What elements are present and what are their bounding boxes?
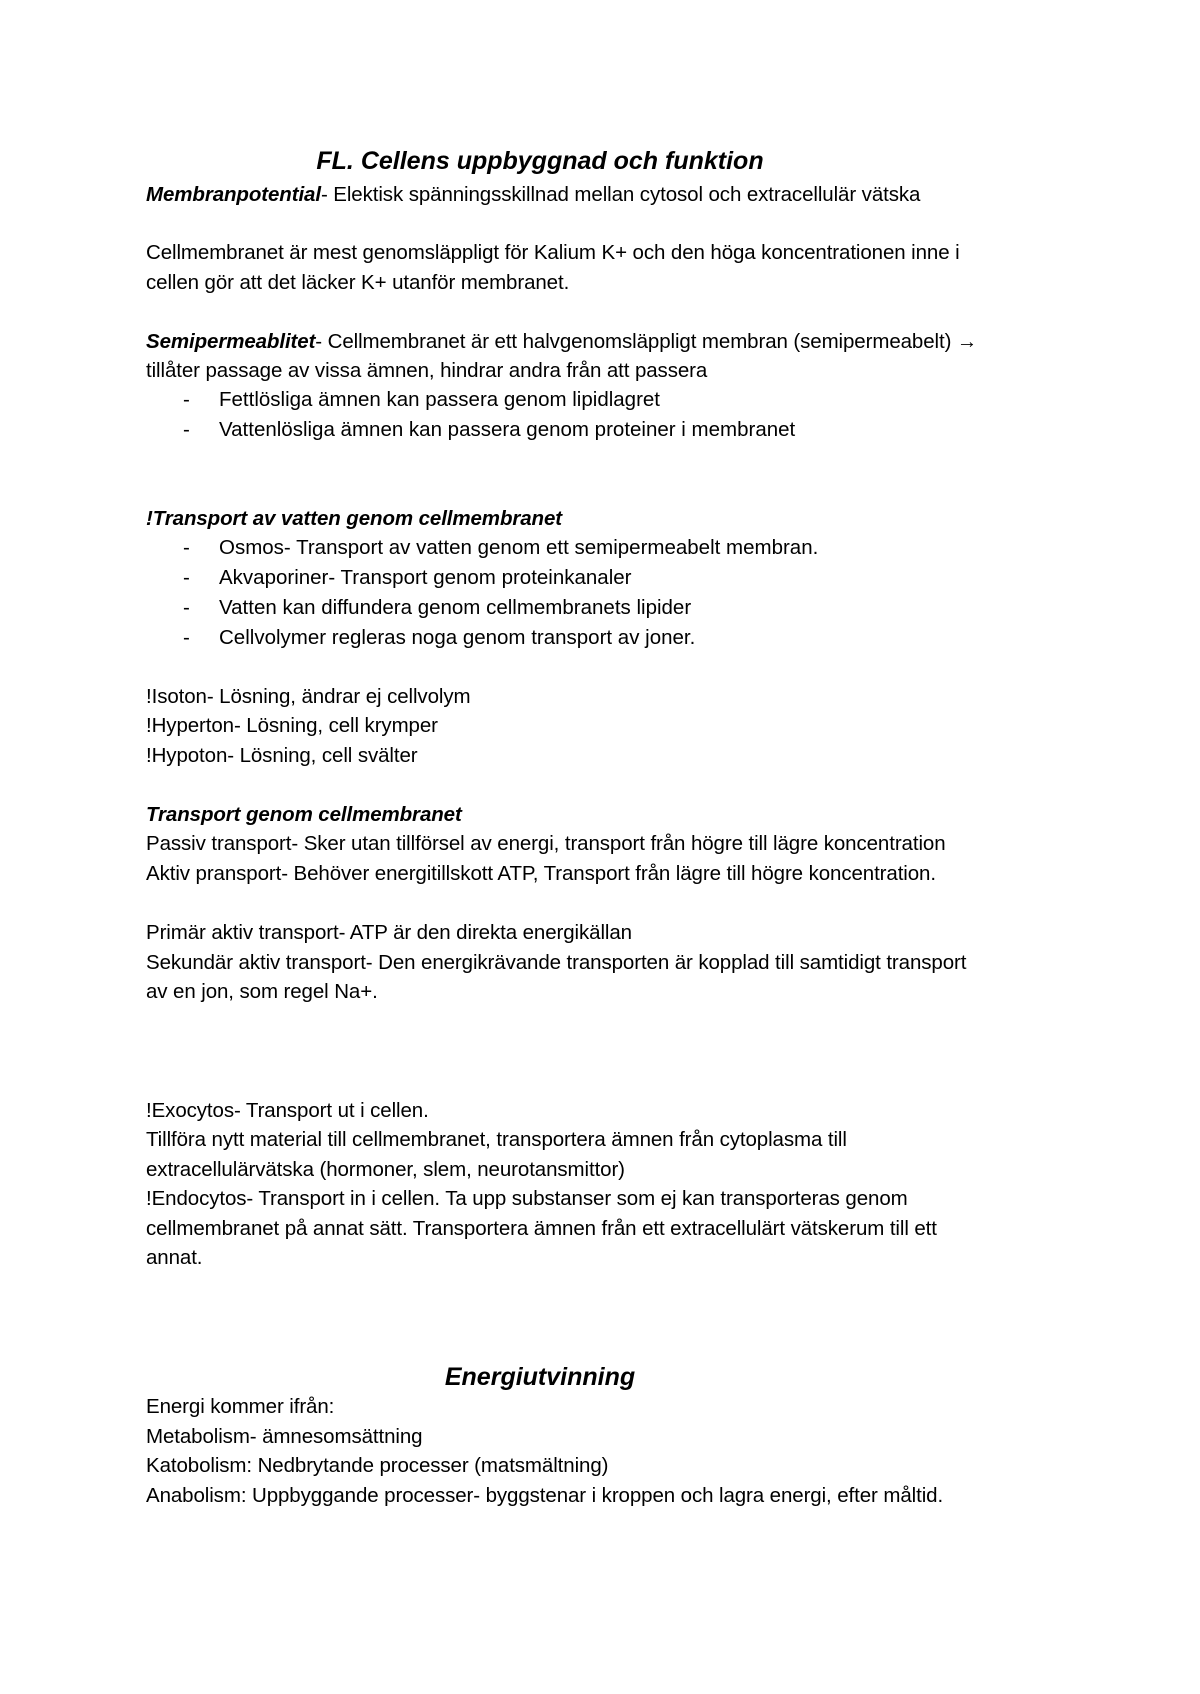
list-item: Akvaporiner- Transport genom proteinkanaler xyxy=(219,566,632,589)
list-item: Cellvolymer regleras noga genom transport av joner. xyxy=(219,626,696,649)
document-title: FL. Cellens uppbyggnad och funktion xyxy=(316,147,764,175)
exocytos-desc-line-1: Tillföra nytt material till cellmembranet, transportera ämnen från cytoplasma till xyxy=(146,1128,847,1151)
katobolism-line: Katobolism: Nedbrytande processer (matsmältning) xyxy=(146,1454,609,1477)
semipermeabilitet-line-2: tillåter passage av vissa ämnen, hindrar andra från att passera xyxy=(146,359,708,382)
list-item: Osmos- Transport av vatten genom ett semipermeabelt membran. xyxy=(219,536,819,559)
exocytos-line: !Exocytos- Transport ut i cellen. xyxy=(146,1099,429,1122)
aktiv-transport-line: Aktiv pransport- Behöver energitillskott ATP, Transport från lägre till högre koncentration. xyxy=(146,862,936,885)
energi-heading: Energiutvinning xyxy=(444,1363,636,1391)
list-dash: - xyxy=(183,626,190,649)
transport-cellmembran-heading: Transport genom cellmembranet xyxy=(146,803,462,826)
kalium-line-1: Cellmembranet är mest genomsläppligt för Kalium K+ och den höga koncentrationen inne i xyxy=(146,241,960,264)
list-dash: - xyxy=(183,388,190,411)
list-item: Vattenlösliga ämnen kan passera genom proteiner i membranet xyxy=(219,418,796,441)
list-item: Vatten kan diffundera genom cellmembranets lipider xyxy=(219,596,692,619)
energi-line: Energi kommer ifrån: xyxy=(146,1395,335,1418)
hyperton-line: !Hyperton- Lösning, cell krymper xyxy=(146,714,438,737)
semipermeabilitet-text: - Cellmembranet är ett halvgenomsläppligt membran (semipermeabelt) → xyxy=(315,330,978,353)
list-dash: - xyxy=(183,566,190,589)
kalium-line-2: cellen gör att det läcker K+ utanför membranet. xyxy=(146,271,570,294)
anabolism-line: Anabolism: Uppbyggande processer- byggstenar i kroppen och lagra energi, efter måltid. xyxy=(146,1484,944,1507)
list-dash: - xyxy=(183,596,190,619)
metabolism-line: Metabolism- ämnesomsättning xyxy=(146,1425,423,1448)
exocytos-desc-line-2: extracellulärvätska (hormoner, slem, neurotansmittor) xyxy=(146,1158,625,1181)
transport-vatten-heading: !Transport av vatten genom cellmembranet xyxy=(146,507,562,530)
primar-aktiv-line: Primär aktiv transport- ATP är den direkta energikällan xyxy=(146,921,632,944)
sekundar-aktiv-line-1: Sekundär aktiv transport- Den energikrävande transporten är kopplad till samtidigt transport xyxy=(146,951,967,974)
membranpotential-text: - Elektisk spänningsskillnad mellan cytosol och extracellulär vätska xyxy=(320,183,921,206)
hypoton-line: !Hypoton- Lösning, cell svälter xyxy=(146,744,418,767)
sekundar-aktiv-line-2: av en jon, som regel Na+. xyxy=(146,980,378,1003)
endocytos-line-2: cellmembranet på annat sätt. Transportera ämnen från ett extracellulärt vätskerum till ett xyxy=(146,1217,937,1240)
list-dash: - xyxy=(183,418,190,441)
membranpotential-line xyxy=(146,183,920,207)
list-item: Fettlösliga ämnen kan passera genom lipidlagret xyxy=(219,388,661,411)
membranpotential-term: Membranpotential xyxy=(146,183,321,206)
list-dash: - xyxy=(183,536,190,559)
semipermeabilitet-term: Semipermeablitet xyxy=(146,330,316,353)
isoton-line: !Isoton- Lösning, ändrar ej cellvolym xyxy=(146,685,471,708)
semipermeabilitet-line-1 xyxy=(146,330,977,354)
passiv-transport-line: Passiv transport- Sker utan tillförsel av energi, transport från högre till lägre koncentration xyxy=(146,832,946,855)
endocytos-line-3: annat. xyxy=(146,1246,203,1269)
endocytos-line-1: !Endocytos- Transport in i cellen. Ta upp substanser som ej kan transporteras genom xyxy=(146,1187,908,1210)
